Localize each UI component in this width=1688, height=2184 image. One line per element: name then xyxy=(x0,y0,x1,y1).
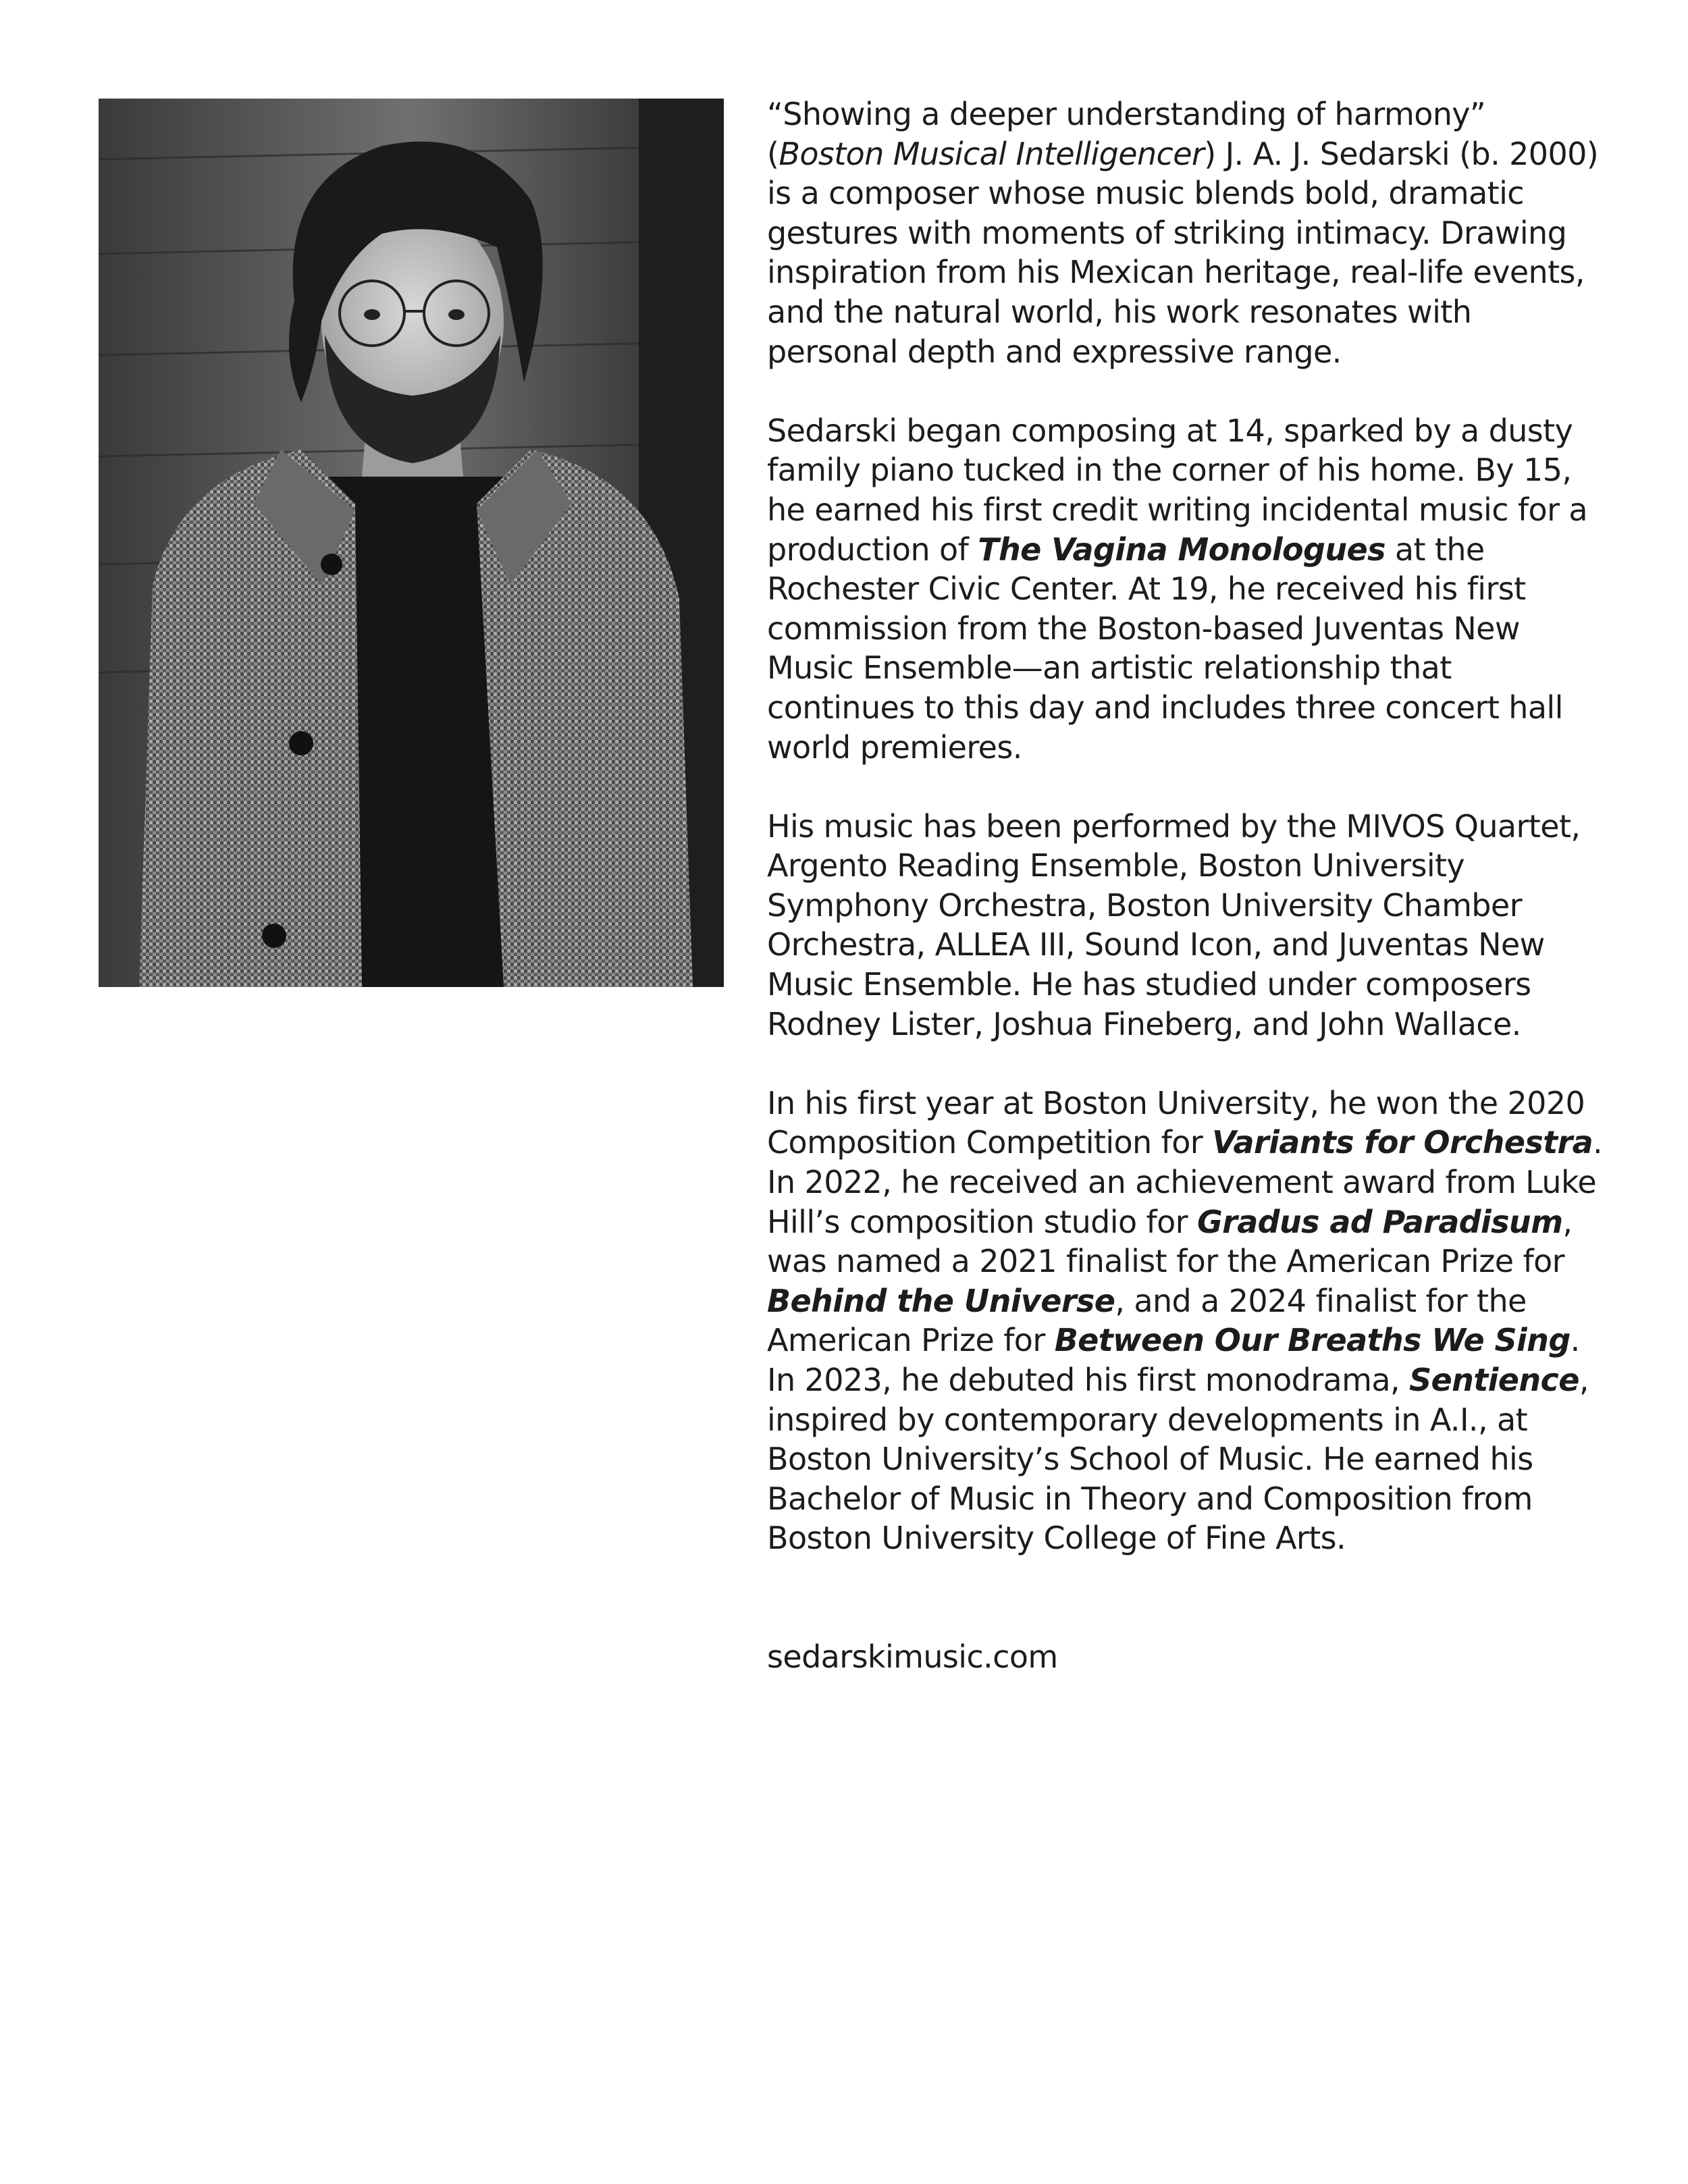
work-title: Behind the Universe xyxy=(767,1282,1115,1319)
work-title: Sentience xyxy=(1408,1362,1579,1398)
portrait-photo xyxy=(99,99,724,987)
bio-text xyxy=(767,95,1604,1716)
bio-paragraph-1: “Showing a deeper understanding of harmony” (Boston Musical Intelligencer) J. A. J. Sedarski (b. 2000) is a composer whose music blends bold, dramatic gestures with moments of striking intimacy. Drawing inspiration from his Mexican heritage, real-life events, and the natural world, his work resonates with personal depth and expressive range. xyxy=(767,96,1599,370)
bio-paragraph-4: In his first year at Boston University, he won the 2020 Composition Competition for Variants for Orchestra. In 2022, he received an achievement award from Luke Hill’s composition studio for Gradus ad Paradisum, was named a 2021 finalist for the American Prize for Behind the Universe, and a 2024 finalist for the American Prize for Between Our Breaths We Sing. In 2023, he debuted his first monodrama, Sentience, inspired by contemporary developments in A.I., at Boston University’s School of Music. He earned his Bachelor of Music in Theory and Composition from Boston University College of Fine Arts. xyxy=(767,1084,1603,1557)
bio-paragraph-2: Sedarski began composing at 14, sparked by a dusty family piano tucked in the corner of his home. By 15, he earned his first credit writing incidental music for a production of The Vagina Monologues at the Rochester Civic Center. At 19, he received his first commission from the Boston-based Juventas New Music Ensemble—an artistic relationship that continues to this day and includes three concert hall world premieres. xyxy=(767,412,1587,766)
work-title: The Vagina Monologues xyxy=(978,531,1386,568)
work-title: Between Our Breaths We Sing xyxy=(1054,1322,1571,1359)
work-title: Variants for Orchestra xyxy=(1212,1124,1593,1161)
quote-source: Boston Musical Intelligencer xyxy=(779,135,1205,172)
website-link[interactable]: sedarskimusic.com xyxy=(767,1638,1058,1675)
press-quote: “Showing a deeper understanding of harmony” xyxy=(767,96,1486,132)
bio-paragraph-3: His music has been performed by the MIVOS Quartet, Argento Reading Ensemble, Boston University Symphony Orchestra, Boston University Chamber Orchestra, ALLEA III, Sound Icon, and Juventas New Music Ensemble. He has studied under composers Rodney Lister, Joshua Fineberg, and John Wallace. xyxy=(767,807,1581,1042)
work-title: Gradus ad Paradisum xyxy=(1196,1203,1563,1240)
